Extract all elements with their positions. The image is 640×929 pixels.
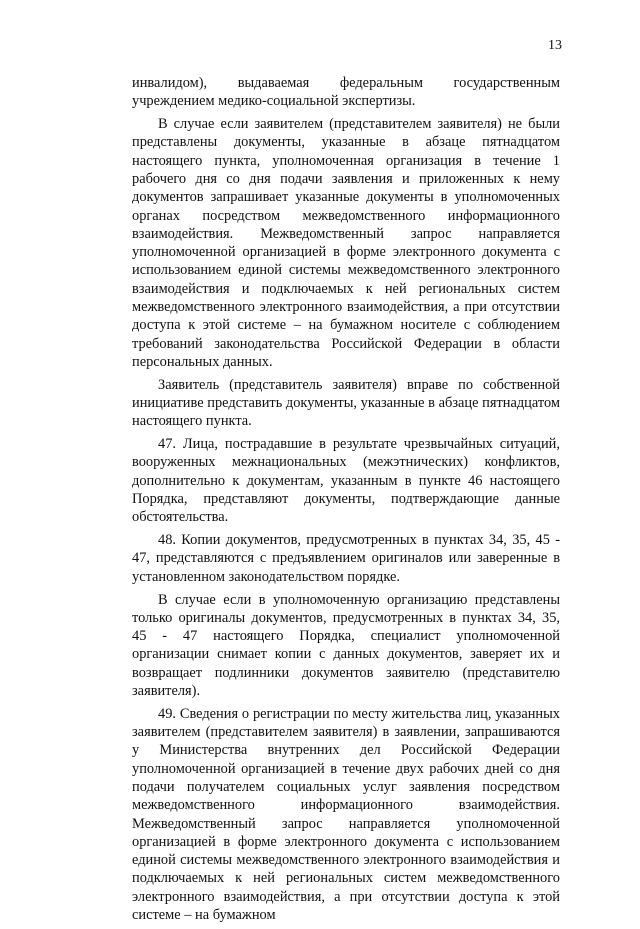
paragraph-item-48: 48. Копии документов, предусмотренных в пунктах 34, 35, 45 - 47, представляются с предъявлением оригиналов или заверенные в установленном законодательством порядке. [132, 532, 560, 585]
paragraph-continuation: инвалидом), выдаваемая федеральным государственным учреждением медико-социальной экспертизы. [132, 75, 560, 110]
paragraph: Заявитель (представитель заявителя) вправе по собственной инициативе представить документы, указанные в абзаце пятнадцатом настоящего пункта. [132, 376, 560, 430]
paragraph: В случае если заявителем (представителем заявителя) не были представлены документы, указанные в абзаце пятнадцатом настоящего пункта, уполномоченная организация в течение 1 рабочего дня со дня подачи заявления и приложенных к нему документов запрашивает указанные документы в уполномоченных органах посредством межведомственного информационного взаимодействия. Межведомственный запрос направляется уполномоченной организацией в форме электронного документа с использованием единой системы межведомственного электронного взаимодействия и подключаемых к ней региональных систем межведомственного электронного взаимодействия, а при отсутствии доступа к этой системе – на бумажном носителе с соблюдением требований законодательства Российской Федерации в области персональных данных. [132, 116, 560, 370]
paragraph-item-47: 47. Лица, пострадавшие в результате чрезвычайных ситуаций, вооруженных межнациональных (межэтнических) конфликтов, дополнительно к документам, указанным в пункте 46 настоящего Порядка, представляют документы, подтверждающие данные обстоятельства. [132, 436, 560, 526]
document-body [132, 74, 560, 929]
page-number: 13 [548, 38, 562, 53]
paragraph-item-49: 49. Сведения о регистрации по месту жительства лиц, указанных заявителем (представителем заявителя) в заявлении, запрашиваются у Министерства внутренних дел Российской Федерации уполномоченной организацией в течение двух рабочих дней со дня подачи получателем социальных услуг заявления посредством межведомственного информационного взаимодействия. Межведомственный запрос направляется уполномоченной организацией в форме электронного документа с использованием единой системы межведомственного электронного взаимодействия и подключаемых к ней региональных систем межведомственного электронного взаимодействия, а при отсутствии доступа к этой системе – на бумажном [132, 705, 560, 924]
paragraph: В случае если в уполномоченную организацию представлены только оригиналы документов, предусмотренных в пунктах 34, 35, 45 - 47 настоящего Порядка, специалист уполномоченной организации снимает копии с данных документов, заверяет их и возвращает подлинники документов заявителю (представителю заявителя). [132, 591, 560, 699]
